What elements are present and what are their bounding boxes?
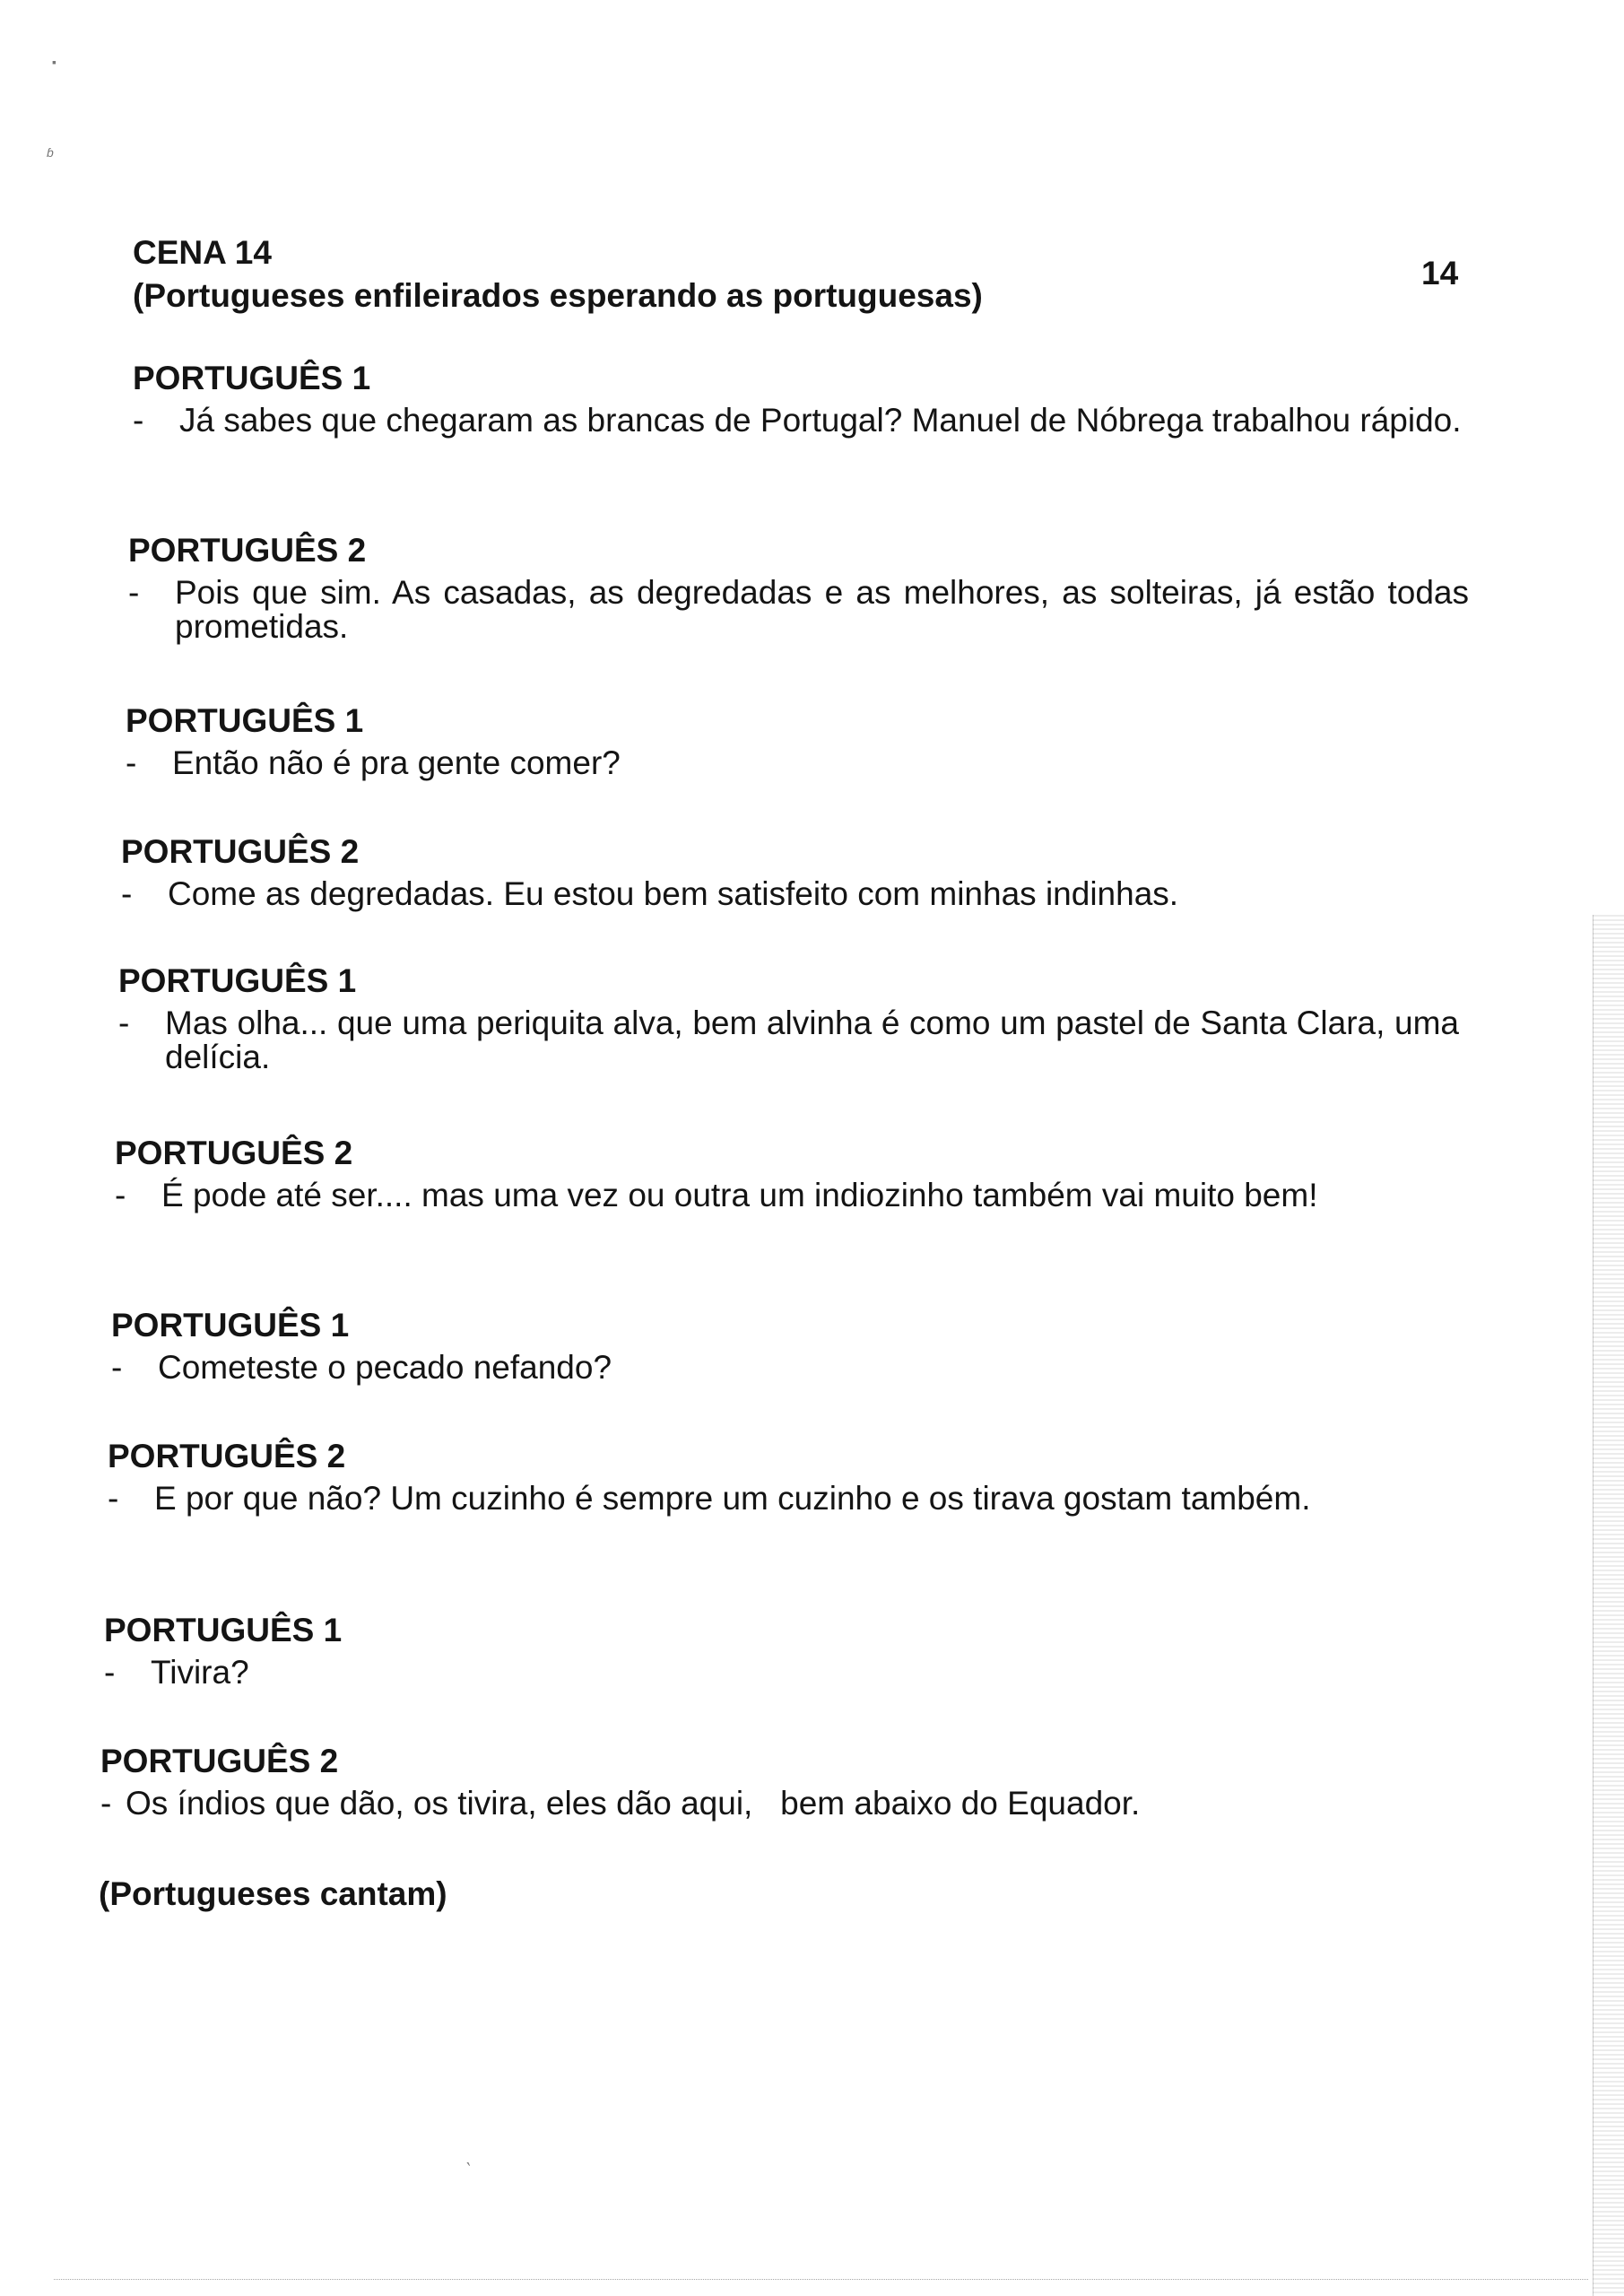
dialogue-line [126, 746, 1462, 780]
dialogue-block [111, 1306, 1452, 1385]
stage-direction: (Portugueses enfileirados esperando as portuguesas) [133, 277, 983, 314]
dialogue-block [118, 961, 1459, 1074]
speaker-name: PORTUGUÊS 1 [104, 1612, 343, 1648]
scan-speck: ▪ [52, 55, 56, 69]
dialogue-text: Come as degredadas. Eu estou bem satisfeito com minhas indinhas. [168, 875, 1179, 912]
dialogue-block [115, 1134, 1455, 1213]
dialogue-line [128, 576, 1469, 644]
dialogue-dash: - [108, 1480, 119, 1517]
dialogue-dash: - [115, 1177, 126, 1213]
dialogue-dash: - [118, 1004, 130, 1041]
dialogue-line [100, 1787, 1446, 1821]
dialogue-text: Pois que sim. As casadas, as degredadas e as melhores, as solteiras, já estão todas prometidas. [175, 574, 1469, 645]
dialogue-dash: - [126, 744, 137, 781]
speaker-name: PORTUGUÊS 1 [133, 360, 371, 396]
dialogue-text: Os índios que dão, os tivira, eles dão aqui, bem abaixo do Equador. [126, 1785, 1141, 1822]
speaker-name: PORTUGUÊS 1 [126, 702, 364, 739]
speaker-name: PORTUGUÊS 1 [111, 1307, 350, 1344]
dialogue-block [121, 832, 1466, 911]
scan-bottom-edge [54, 2279, 1588, 2280]
dialogue-dash: - [104, 1654, 116, 1691]
dialogue-line [108, 1482, 1448, 1516]
dialogue-block [104, 1611, 1445, 1690]
dialogue-dash: - [128, 574, 140, 611]
dialogue-block [108, 1437, 1448, 1516]
scan-speck: ɓ [47, 145, 54, 160]
speaker-name: PORTUGUÊS 2 [100, 1743, 339, 1779]
dialogue-text: E por que não? Um cuzinho é sempre um cuzinho e os tirava gostam também. [154, 1480, 1311, 1517]
dialogue-dash: - [133, 402, 144, 439]
dialogue-block [133, 359, 1469, 438]
dialogue-text: É pode até ser.... mas uma vez ou outra um indiozinho também vai muito bem! [161, 1177, 1318, 1213]
scan-speck: ‵ [466, 2161, 471, 2180]
dialogue-line [115, 1178, 1455, 1213]
dialogue-line [104, 1656, 1445, 1690]
dialogue-text: Então não é pra gente comer? [172, 744, 621, 781]
dialogue-line [133, 404, 1469, 438]
dialogue-dash: - [100, 1785, 112, 1822]
page-number: 14 [1421, 255, 1459, 291]
dialogue-block [100, 1742, 1446, 1821]
scan-edge [1593, 915, 1624, 2296]
speaker-name: PORTUGUÊS 2 [128, 532, 367, 569]
dialogue-text: Cometeste o pecado nefando? [158, 1349, 612, 1386]
dialogue-dash: - [111, 1349, 123, 1386]
dialogue-block [128, 531, 1469, 644]
dialogue-line [111, 1351, 1452, 1385]
dialogue-line [118, 1006, 1459, 1074]
closing-stage-direction: (Portugueses cantam) [99, 1875, 447, 1912]
dialogue-dash: - [121, 875, 133, 912]
dialogue-line [121, 877, 1466, 911]
dialogue-text: Já sabes que chegaram as brancas de Portugal? Manuel de Nóbrega trabalhou rápido. [179, 402, 1462, 439]
speaker-name: PORTUGUÊS 2 [108, 1438, 346, 1474]
dialogue-block [126, 701, 1462, 780]
dialogue-text: Mas olha... que uma periquita alva, bem alvinha é como um pastel de Santa Clara, uma delícia. [165, 1004, 1459, 1075]
speaker-name: PORTUGUÊS 2 [121, 833, 360, 870]
speaker-name: PORTUGUÊS 1 [118, 962, 357, 999]
dialogue-text: Tivira? [151, 1654, 249, 1691]
speaker-name: PORTUGUÊS 2 [115, 1135, 353, 1171]
scene-title: CENA 14 [133, 234, 272, 271]
